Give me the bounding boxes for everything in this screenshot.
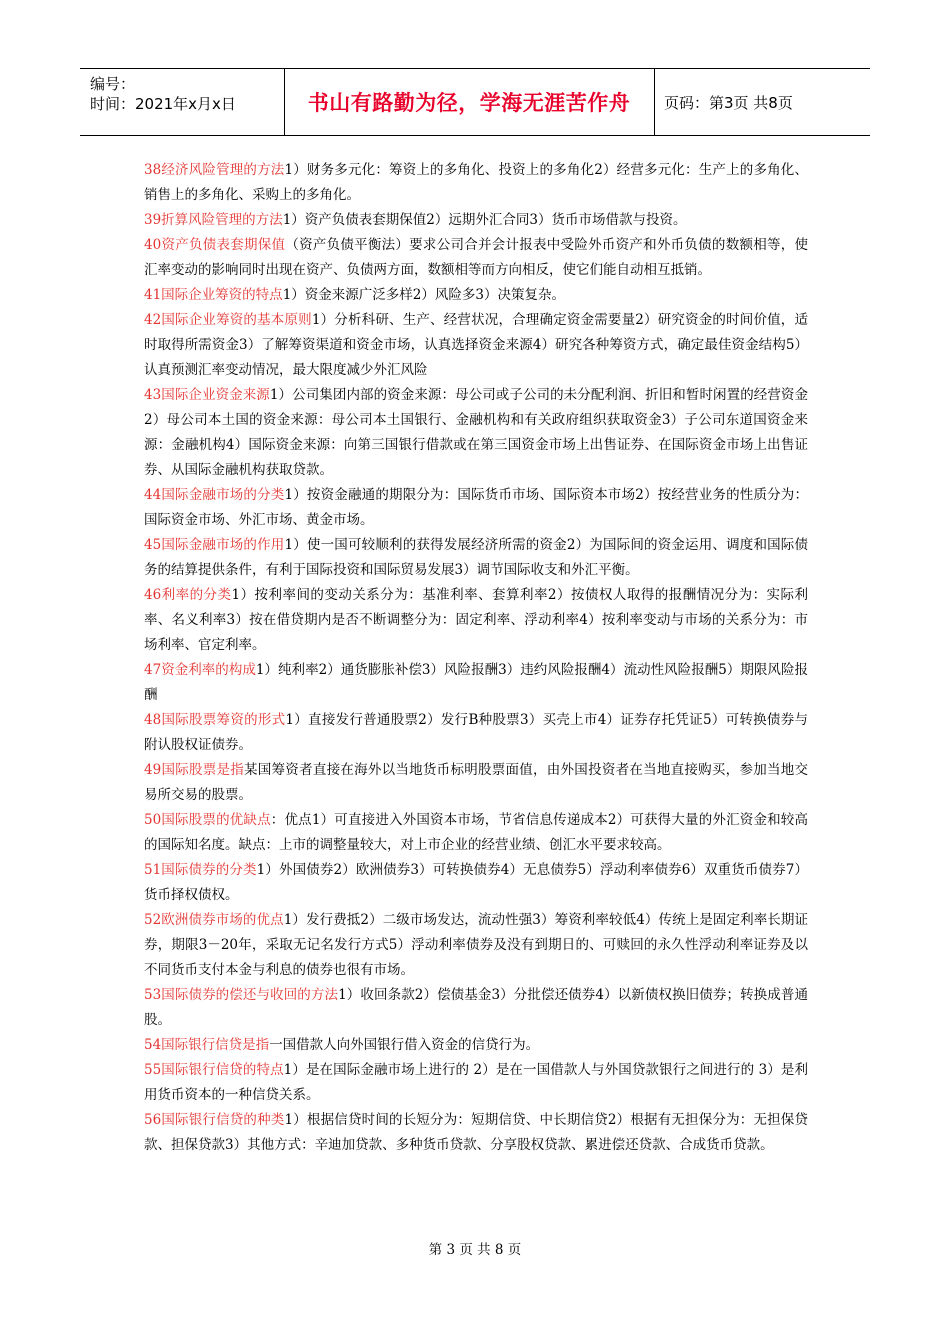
item-term: 54国际银行信贷是指 (144, 1037, 270, 1053)
item-term: 51国际债券的分类 (144, 862, 257, 878)
item-term: 49国际股票是指 (144, 762, 245, 778)
item-term: 55国际银行信贷的特点 (144, 1062, 284, 1078)
list-item (144, 483, 808, 533)
list-item (144, 583, 808, 658)
document-body (144, 158, 808, 1158)
list-item (144, 533, 808, 583)
header-meta (80, 69, 285, 135)
item-text: 1）纯利率2）通货膨胀补偿3）风险报酬3）违约风险报酬4）流动性风险报酬5）期限风险报酬 (144, 662, 808, 703)
item-text: 1）财务多元化：筹资上的多角化、投资上的多角化2）经营多元化：生产上的多角化、销售上的多角化、采购上的多角化。 (144, 162, 808, 203)
item-text: 1）是在国际金融市场上进行的 2）是在一国借款人与外国贷款银行之间进行的 3）是利用货币资本的一种信贷关系。 (144, 1062, 808, 1103)
list-item (144, 383, 808, 483)
page-header (80, 68, 870, 136)
item-term: 56国际银行信贷的种类 (144, 1112, 285, 1128)
date-label: 时间：2021年x月x日 (90, 95, 236, 113)
list-item (144, 158, 808, 208)
item-text: 1）收回条款2）偿债基金3）分批偿还债券4）以新债权换旧债券；转换成普通股。 (144, 987, 808, 1028)
item-term: 46利率的分类 (144, 587, 232, 603)
item-text: 1）分析科研、生产、经营状况，合理确定资金需要量2）研究资金的时间价值，适时取得所需资金3）了解筹资渠道和资金市场，认真选择资金来源4）研究各种筹资方式，确定最佳资金结构5）认真预测汇率变动情况，最大限度减少外汇风险 (144, 312, 808, 378)
item-term: 40资产负债表套期保值 (144, 237, 286, 253)
list-item (144, 208, 808, 233)
page-footer: 第 3 页 共 8 页 (428, 1242, 522, 1258)
item-term: 39折算风险管理的方法 (144, 212, 283, 228)
list-item (144, 1108, 808, 1158)
item-term: 48国际股票筹资的形式 (144, 712, 286, 728)
item-term: 44国际金融市场的分类 (144, 487, 285, 503)
list-item (144, 233, 808, 283)
item-text: 一国借款人向外国银行借入资金的信贷行为。 (269, 1037, 540, 1053)
item-term: 42国际企业筹资的基本原则 (144, 312, 312, 328)
list-item (144, 308, 808, 383)
list-item (144, 908, 808, 983)
item-term: 43国际企业资金来源 (144, 387, 270, 403)
item-term: 45国际金融市场的作用 (144, 537, 285, 553)
header-motto: 书山有路勤为径，学海无涯苦作舟 (284, 69, 655, 135)
item-text: 1）外国债券2）欧洲债券3）可转换债券4）无息债券5）浮动利率债券6）双重货币债券7）货币择权债权。 (144, 862, 808, 903)
header-page-label: 页码：第3页 共8页 (664, 93, 793, 112)
item-text: 1）资金来源广泛多样2）风险多3）决策复杂。 (282, 287, 565, 303)
list-item (144, 708, 808, 758)
item-text: （资产负债平衡法）要求公司合并会计报表中受险外币资产和外币负债的数额相等，使汇率变动的影响同时出现在资产、负债两方面，数额相等而方向相反，使它们能自动相互抵销。 (144, 237, 809, 278)
item-text: 1）按资金融通的期限分为：国际货币市场、国际资本市场2）按经营业务的性质分为：国际资金市场、外汇市场、黄金市场。 (144, 487, 808, 528)
item-term: 53国际债券的偿还与收回的方法 (144, 987, 339, 1003)
item-term: 50国际股票的优缺点 (144, 812, 271, 828)
list-item (144, 983, 808, 1033)
list-item (144, 283, 808, 308)
list-item (144, 808, 808, 858)
item-term: 52欧洲债券市场的优点 (144, 912, 284, 928)
item-text: 1）公司集团内部的资金来源：母公司或子公司的未分配利润、折旧和暂时闲置的经营资金2）母公司本土国的资金来源：母公司本土国银行、金融机构和有关政府组织获取资金3）子公司东道国资金来源：金融机构4）国际资金来源：向第三国银行借款或在第三国资金市场上出售证券、在国际资金市场上出售证券、从国际金融机构获取贷款。 (144, 387, 809, 478)
item-term: 41国际企业筹资的特点 (144, 287, 283, 303)
item-text: 1）根据信贷时间的长短分为：短期信贷、中长期信贷2）根据有无担保分为：无担保贷款、担保贷款3）其他方式：辛迪加贷款、多种货币贷款、分享股权贷款、累进偿还贷款、合成货币贷款。 (144, 1112, 808, 1153)
list-item (144, 1058, 808, 1108)
number-label: 编号： (90, 75, 136, 93)
item-text: 某国筹资者直接在海外以当地货币标明股票面值，由外国投资者在当地直接购买，参加当地交易所交易的股票。 (144, 762, 808, 803)
item-text: ：优点1）可直接进入外国资本市场，节省信息传递成本2）可获得大量的外汇资金和较高的国际知名度。缺点：上市的调整量较大，对上市企业的经营业绩、创汇水平要求较高。 (144, 812, 808, 853)
item-text: 1）资产负债表套期保值2）远期外汇合同3）货币市场借款与投资。 (282, 212, 687, 228)
list-item (144, 858, 808, 908)
item-term: 47资金利率的构成 (144, 662, 256, 678)
list-item (144, 1033, 808, 1058)
item-text: 1）直接发行普通股票2）发行B种股票3）买壳上市4）证券存托凭证5）可转换债券与附认股权证债券。 (144, 712, 808, 753)
item-term: 38经济风险管理的方法 (144, 162, 285, 178)
item-text: 1）发行费抵2）二级市场发达，流动性强3）筹资利率较低4）传统上是固定利率长期证券，期限3－20年，采取无记名发行方式5）浮动利率债券及没有到期日的、可赎回的永久性浮动利率证券及以不同货币支付本金与利息的债券也很有市场。 (144, 912, 809, 978)
item-text: 1）使一国可较顺利的获得发展经济所需的资金2）为国际间的资金运用、调度和国际债务的结算提供条件，有利于国际投资和国际贸易发展3）调节国际收支和外汇平衡。 (144, 537, 808, 578)
item-text: 1）按利率间的变动关系分为：基准利率、套算利率2）按债权人取得的报酬情况分为：实际利率、名义利率3）按在借贷期内是否不断调整分为：固定利率、浮动利率4）按利率变动与市场的关系分为：市场利率、官定利率。 (144, 587, 808, 653)
list-item (144, 658, 808, 708)
list-item (144, 758, 808, 808)
